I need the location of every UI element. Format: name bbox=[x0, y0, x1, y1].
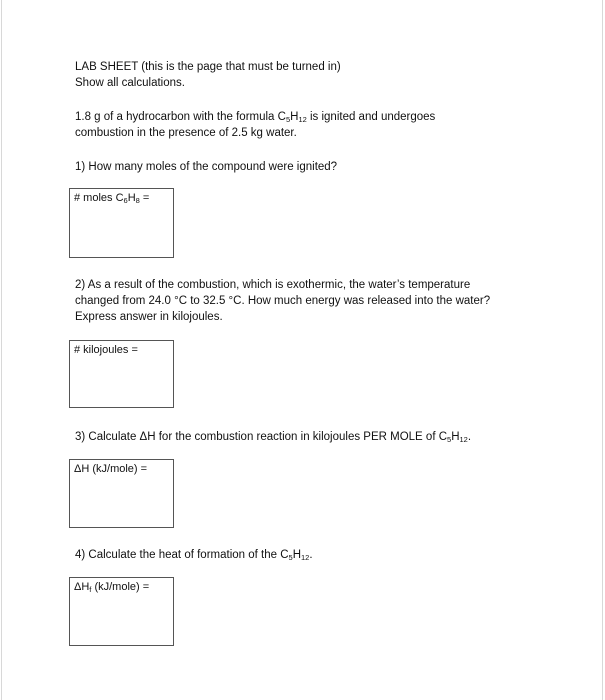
page-edge-right bbox=[602, 0, 603, 700]
lab-sheet-title: LAB SHEET (this is the page that must be turned in) bbox=[75, 61, 341, 73]
question-1: 1) How many moles of the compound were ignited? bbox=[75, 161, 338, 173]
answer-box-delta-h-label: ΔH (kJ/mole) = bbox=[74, 463, 148, 475]
question-2-line-1: 2) As a result of the combustion, which is exothermic, the water’s temperature bbox=[75, 279, 471, 291]
question-4: 4) Calculate the heat of formation of the $C_5H_{12}$. bbox=[75, 549, 313, 562]
intro-line-1: 1.8 g of a hydrocarbon with the formula $C_5H_{12}$ is ignited and undergoes bbox=[75, 111, 436, 124]
question-2-line-2: changed from 24.0 °C to 32.5 °C. How much energy was released into the water? bbox=[75, 295, 491, 307]
answer-box-kilojoules[interactable] bbox=[69, 340, 174, 408]
answer-box-heat-of-formation-label: $\Delta H_f$ (kJ/mole) = bbox=[74, 581, 150, 594]
instruction-text: Show all calculations. bbox=[75, 77, 185, 89]
answer-box-moles[interactable] bbox=[69, 188, 174, 258]
question-3: 3) Calculate ΔH for the combustion reaction in kilojoules PER MOLE of $C_5H_{12}$. bbox=[75, 431, 472, 444]
answer-box-delta-h[interactable] bbox=[69, 459, 174, 528]
answer-box-heat-of-formation[interactable] bbox=[69, 577, 174, 646]
question-2-line-3: Express answer in kilojoules. bbox=[75, 311, 223, 323]
answer-box-kilojoules-label: # kilojoules = bbox=[74, 344, 138, 356]
answer-box-moles-label: # moles $C_6H_8$ = bbox=[74, 192, 150, 205]
page-edge-left bbox=[1, 0, 2, 700]
intro-line-2: combustion in the presence of 2.5 kg water. bbox=[75, 127, 297, 139]
